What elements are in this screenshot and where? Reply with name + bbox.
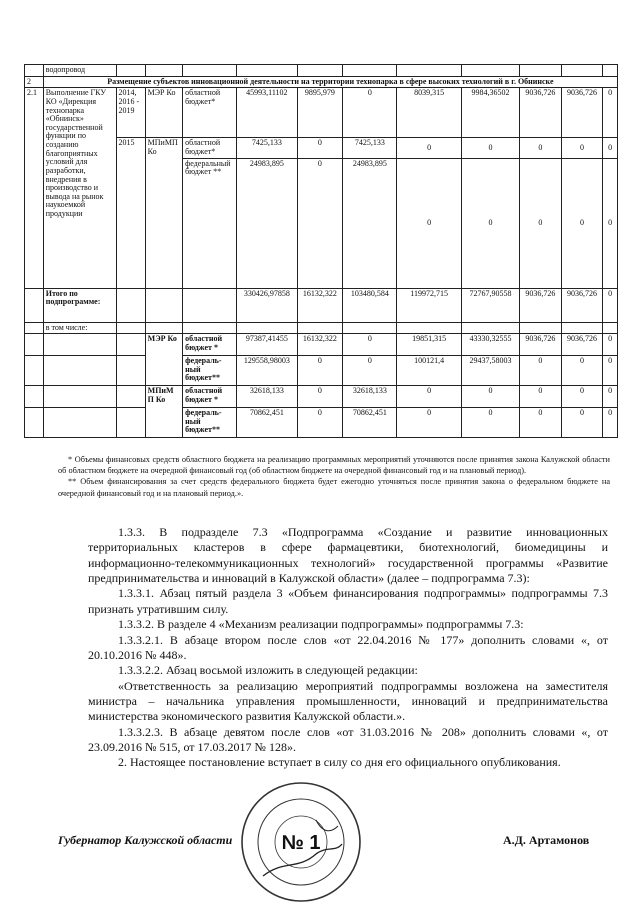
source-cell: областной бюджет * (183, 334, 237, 356)
value-cell: 0 (520, 408, 562, 438)
paragraph: 2. Настоящее постановление вступает в силу со дня его официального опубликования. (118, 755, 561, 770)
paragraph: «Ответственность за реализацию мероприятий подпрограммы возложена на заместителя министра – начальника управления промышленности, инноваций и предпринимательства министерства экономического развития Калужской области.». (88, 678, 608, 724)
value-cell: 0 (603, 158, 618, 288)
value-cell: 0 (561, 356, 603, 386)
footnote-regional: * Объемы финансовых средств областного бюджета на реализацию программных мероприятий уточняются после принятия закона Калужской области об областном бюджете на очередной финансовый год (об областном бюджете на очередной финансовый год и на плановый период). (58, 455, 610, 476)
value-cell: 0 (603, 408, 618, 438)
value-cell: 0 (343, 88, 397, 138)
signatory-name: А.Д. Артамонов (503, 833, 590, 847)
value-cell: 29437,58003 (461, 356, 519, 386)
source-cell: федеральный бюджет ** (183, 158, 237, 288)
paragraph: 1.3.3.2.3. В абзаце девятом после слов «от 31.03.2016 № 208» дополнить словами «, от 23.09.2016 № 515, от 17.03.2017 № 128». (88, 724, 608, 755)
value-cell: 0 (603, 88, 618, 138)
value-cell: 24983,895 (237, 158, 297, 288)
executor-cell: МЭР Ко (145, 334, 182, 386)
value-cell: 32618,133 (237, 386, 297, 408)
value-cell: 0 (603, 334, 618, 356)
total-value: 16132,322 (297, 288, 343, 322)
paragraph: 1.3.3.2.1. В абзаце втором после слов «от 22.04.2016 № 177» дополнить словами «, от 20.10.2016 № 448». (88, 632, 608, 662)
value-cell: 19851,315 (397, 334, 462, 356)
value-cell: 0 (397, 386, 462, 408)
budget-table (24, 64, 618, 438)
value-cell: 7425,133 (343, 138, 397, 158)
total-value: 0 (603, 288, 618, 322)
value-cell: 9036,726 (561, 88, 603, 138)
value-cell: 0 (520, 158, 562, 288)
value-cell: 7425,133 (237, 138, 297, 158)
source-cell: федеральный бюджет** (183, 356, 237, 386)
value-cell: 0 (561, 386, 603, 408)
value-cell: 0 (397, 138, 462, 158)
official-stamp (238, 780, 364, 904)
value-cell: 0 (561, 408, 603, 438)
total-label: Итого по подпрограмме: (43, 288, 116, 322)
value-cell: 9984,36502 (461, 88, 519, 138)
value-cell: 0 (297, 138, 343, 158)
value-cell: 0 (397, 408, 462, 438)
section-number: 2 (25, 76, 44, 88)
value-cell: 9036,726 (520, 88, 562, 138)
value-cell: 129558,98003 (237, 356, 297, 386)
value-cell: 0 (520, 386, 562, 408)
value-cell: 100121,4 (397, 356, 462, 386)
value-cell: 0 (603, 386, 618, 408)
source-cell: областной бюджет* (183, 88, 237, 138)
years-cell: 2015 (116, 138, 145, 288)
value-cell: 0 (297, 408, 343, 438)
prev-row-cell: водопровод (43, 65, 116, 77)
value-cell: 0 (603, 356, 618, 386)
source-cell: федеральный бюджет** (183, 408, 237, 438)
value-cell: 0 (520, 356, 562, 386)
total-value: 330426,97858 (237, 288, 297, 322)
value-cell: 70862,451 (237, 408, 297, 438)
value-cell: 9036,726 (561, 334, 603, 356)
including-label: в том числе: (43, 322, 116, 334)
value-cell: 0 (297, 356, 343, 386)
total-value: 9036,726 (520, 288, 562, 322)
value-cell: 0 (461, 386, 519, 408)
paragraph: 1.3.3.2.2. Абзац восьмой изложить в следующей редакции: (118, 663, 418, 678)
executor-cell: МПиМП Ко (145, 138, 182, 288)
source-cell: областной бюджет * (183, 386, 237, 408)
signature-stroke (316, 820, 338, 831)
value-cell: 0 (461, 158, 519, 288)
value-cell: 0 (297, 386, 343, 408)
total-value: 103480,584 (343, 288, 397, 322)
value-cell: 16132,322 (297, 334, 343, 356)
value-cell: 0 (520, 138, 562, 158)
value-cell: 9036,726 (520, 334, 562, 356)
paragraph: 1.3.3. В подразделе 7.3 «Подпрограмма «Создание и развитие инновационных территориальных кластеров в сфере фармацевтики, биотехнологий, биомедицины и информационно-телекоммуникационных технологий» государственной программы «Развитие предпринимательства и инноваций в Калужской области» (далее – подпрограмма 7.3): (88, 525, 608, 586)
total-value: 119972,715 (397, 288, 462, 322)
section-title: Размещение субъектов инновационной деятельности на территории технопарка в сфере высоких технологий в г. Обнинске (43, 76, 617, 88)
total-value: 9036,726 (561, 288, 603, 322)
value-cell: 9895,979 (297, 88, 343, 138)
item-number: 2.1 (25, 88, 44, 288)
footnotes (58, 454, 610, 499)
paragraph: 1.3.3.2. В разделе 4 «Механизм реализации подпрограммы» подпрограммы 7.3: (118, 617, 524, 632)
value-cell: 97387,41455 (237, 334, 297, 356)
value-cell: 0 (397, 158, 462, 288)
stamp-number: № 1 (281, 832, 321, 854)
value-cell: 0 (461, 138, 519, 158)
executor-cell: МЭР Ко (145, 88, 182, 138)
value-cell: 0 (297, 158, 343, 288)
signatory-title: Губернатор Калужской области (58, 833, 233, 847)
total-value: 72767,90558 (461, 288, 519, 322)
value-cell: 0 (461, 408, 519, 438)
document-body (88, 525, 608, 771)
years-cell: 2014, 2016 - 2019 (116, 88, 145, 138)
value-cell: 45993,11102 (237, 88, 297, 138)
value-cell: 70862,451 (343, 408, 397, 438)
value-cell: 0 (603, 138, 618, 158)
value-cell: 43330,32555 (461, 334, 519, 356)
footnote-federal: ** Объем финансирования за счет средств федерального бюджета будет ежегодно уточняться после принятия закона о федеральном бюджете на очередной финансовый год и на плановый период.». (58, 477, 610, 498)
value-cell: 8039,315 (397, 88, 462, 138)
item-description: Выполнение ГКУ КО «Дирекция технопарка «Обнинск» государственной функции по созданию благоприятных условий для разработки, внедрения в производство и вывода на рынок наукоемкой продукции (43, 88, 116, 288)
value-cell: 24983,895 (343, 158, 397, 288)
value-cell: 32618,133 (343, 386, 397, 408)
paragraph: 1.3.3.1. Абзац пятый раздела 3 «Объем финансирования подпрограммы» подпрограммы 7.3 признать утратившим силу. (88, 586, 608, 616)
value-cell: 0 (561, 158, 603, 288)
source-cell: областной бюджет* (183, 138, 237, 158)
executor-cell: МПиМ П Ко (145, 386, 182, 438)
value-cell: 0 (343, 334, 397, 356)
value-cell: 0 (343, 356, 397, 386)
value-cell: 0 (561, 138, 603, 158)
